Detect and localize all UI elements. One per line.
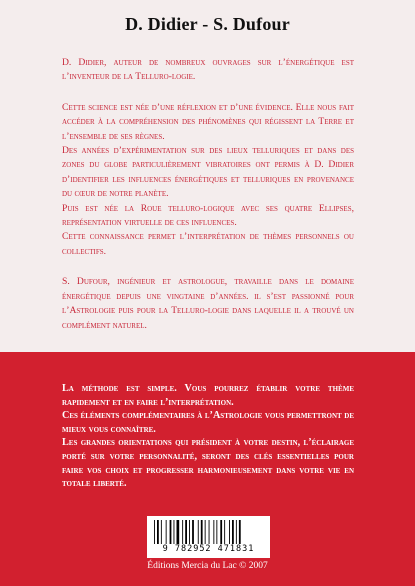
- barcode-bar: [236, 520, 237, 544]
- barcode-bar: [174, 520, 175, 544]
- barcode-bar: [157, 520, 159, 544]
- barcode-bar: [216, 520, 217, 544]
- barcode-bar: [170, 520, 172, 544]
- barcode-bar: [224, 520, 225, 544]
- method-description: [62, 382, 354, 491]
- authors-title: D. Didier - S. Dufour: [125, 14, 290, 34]
- barcode-bar: [192, 520, 194, 544]
- barcode-bar: [177, 520, 180, 544]
- barcode-bar: [220, 520, 222, 544]
- barcode: [147, 516, 270, 558]
- author-description: [62, 56, 354, 333]
- paragraph-didier-intro: D. Didier, auteur de nombreux ouvrages sur l’énergétique est l’inventeur de la Telluro-logie.: [62, 57, 354, 83]
- barcode-bar: [201, 520, 203, 544]
- paragraph-wheel: Puis est née la Roue telluro-logique avec ses quatre Ellipses, représentation virtuelle de ces influences.: [62, 202, 354, 229]
- publisher-line: Éditions Mercia du Lac © 2007: [147, 561, 268, 571]
- barcode-bar: [209, 520, 210, 544]
- barcode-digits: 9 782952 471831: [162, 544, 255, 554]
- paragraph-elements: Ces éléments complémentaires à l’Astrologie vous permettront de mieux vous connaître.: [62, 410, 354, 435]
- barcode-bar: [185, 520, 187, 544]
- paragraph-method: La méthode est simple. Vous pourrez établir votre thème rapidement et en faire l’interprétation.: [62, 383, 354, 408]
- barcode-bar: [232, 520, 234, 544]
- barcode-bar: [189, 520, 190, 544]
- paragraph-experiments: Des années d’expérimentation sur des lieux telluriques et dans des zones du globe particulièrement vibratoires ont permis à D. Didier d’identifier les influences énergétiques et telluriques en provenance du cœur de notre planète.: [62, 145, 354, 200]
- barcode-bar: [239, 520, 241, 544]
- paragraph-knowledge: Cette connaissance permet l’interprétation de thèmes personnels ou collectifs.: [62, 231, 354, 257]
- barcode-bar: [154, 520, 155, 544]
- barcode-bar: [205, 520, 206, 544]
- barcode-bars: [154, 520, 263, 544]
- barcode-bar: [198, 520, 199, 544]
- barcode-bar: [229, 520, 230, 544]
- barcode-bar: [166, 520, 167, 544]
- paragraph-dufour-intro: S. Dufour, ingénieur et astrologue, travaille dans le domaine énergétique depuis une vingtaine d’années. il s’est passionné pour l’Astrologie puis pour la Telluro-logie dans laquelle il a trouvé un complément naturel.: [62, 276, 354, 331]
- barcode-bar: [213, 520, 214, 544]
- paragraph-science-origin: Cette science est née d’une réflexion et d’une évidence. Elle nous fait accéder à la compréhension des phénomènes qui régissent la Terre et l’ensemble de ses règnes.: [62, 101, 354, 142]
- barcode-bar: [161, 520, 162, 544]
- barcode-bar: [182, 520, 183, 544]
- paragraph-orientations: Les grandes orientations qui président à votre destin, l’éclairage porté sur votre personnalité, seront des clés essentielles pour faire vos choix et progresser harmonieusement dans votre vie en totale liberté.: [62, 437, 354, 490]
